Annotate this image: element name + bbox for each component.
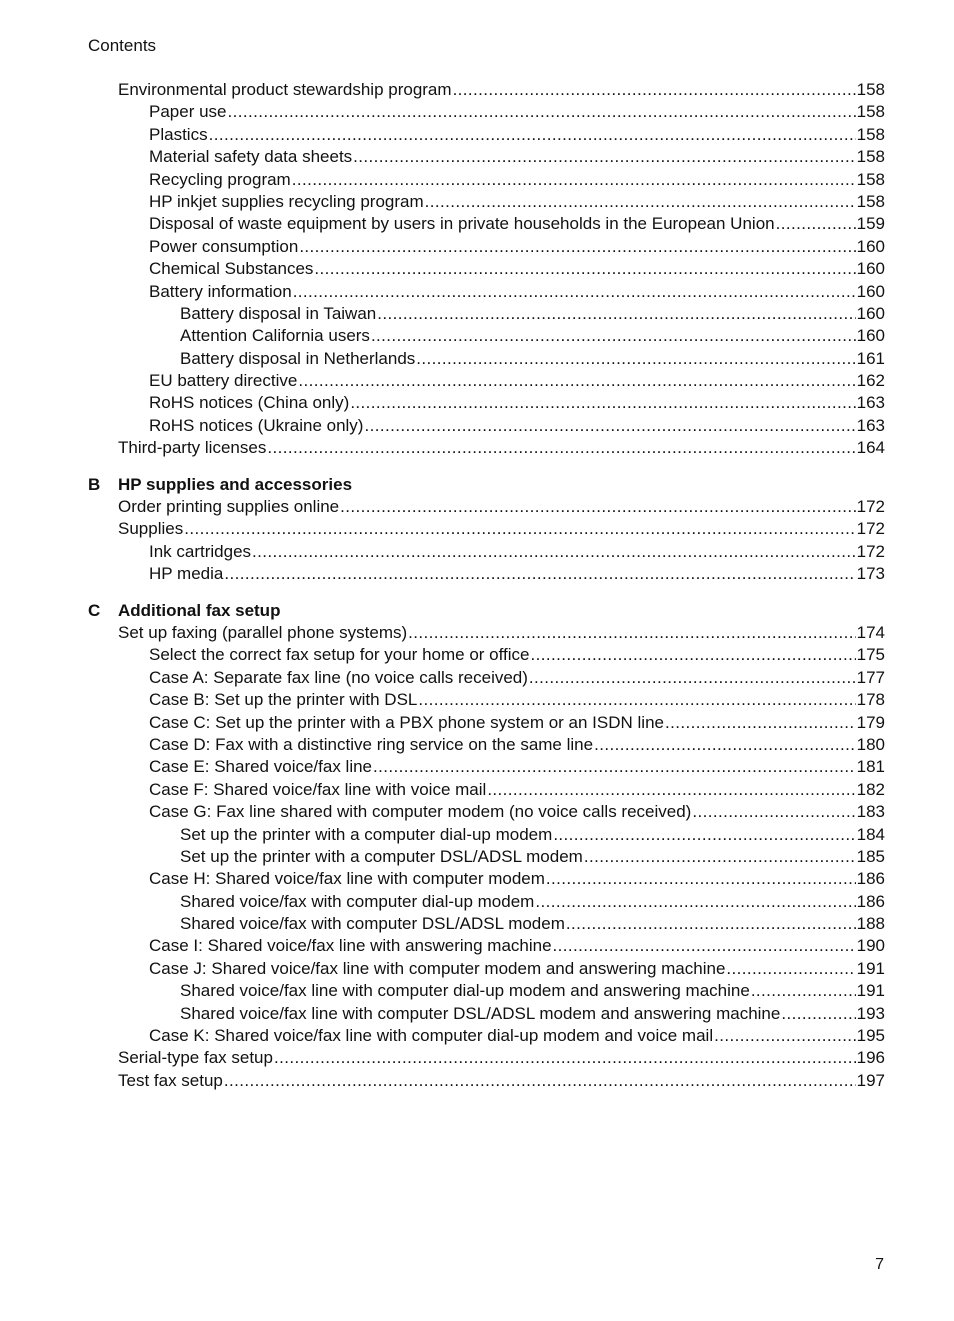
- toc-entry[interactable]: [88, 348, 885, 370]
- toc-entry[interactable]: [88, 980, 885, 1002]
- table-of-contents: [88, 79, 885, 1092]
- toc-entry[interactable]: [88, 518, 885, 540]
- toc-entry-page: 190: [856, 936, 885, 956]
- toc-entry-title: Paper use: [149, 102, 227, 122]
- toc-entry-page: 197: [856, 1070, 885, 1090]
- dot-leader: [776, 213, 856, 235]
- toc-entry-title: RoHS notices (China only): [149, 393, 350, 413]
- page-header-title: Contents: [88, 36, 157, 55]
- toc-entry[interactable]: [88, 392, 885, 414]
- toc-entry-page: 158: [856, 80, 885, 99]
- dot-leader: [364, 415, 855, 437]
- toc-entry[interactable]: [88, 1070, 885, 1092]
- dot-leader: [228, 101, 856, 123]
- toc-entry[interactable]: [88, 891, 885, 913]
- toc-entry-page: 158: [856, 191, 885, 211]
- toc-entry-page: 178: [856, 690, 885, 710]
- toc-entry-page: 163: [856, 415, 885, 435]
- toc-entry[interactable]: [88, 213, 885, 235]
- toc-entry-page: 184: [856, 824, 885, 844]
- toc-entry[interactable]: [88, 325, 885, 347]
- dot-leader: [726, 958, 855, 980]
- toc-entry-page: 193: [856, 1003, 885, 1023]
- toc-entry[interactable]: [88, 1047, 885, 1069]
- appendix-heading: [88, 600, 885, 622]
- dot-leader: [714, 1025, 856, 1047]
- toc-entry-page: 160: [856, 259, 885, 279]
- toc-entry-title: Serial-type fax setup: [118, 1048, 273, 1068]
- dot-leader: [209, 124, 856, 146]
- toc-entry-page: 162: [856, 371, 885, 391]
- dot-leader: [529, 667, 856, 689]
- toc-entry[interactable]: [88, 868, 885, 890]
- dot-leader: [553, 935, 856, 957]
- toc-entry[interactable]: [88, 1003, 885, 1025]
- toc-entry[interactable]: [88, 496, 885, 518]
- toc-entry-title: Case K: Shared voice/fax line with computer dial-up modem and voice mail: [149, 1026, 714, 1046]
- dot-leader: [584, 846, 856, 868]
- toc-entry-page: 185: [856, 846, 885, 866]
- toc-entry[interactable]: [88, 644, 885, 666]
- dot-leader: [425, 191, 856, 213]
- dot-leader: [184, 518, 855, 540]
- toc-entry[interactable]: [88, 258, 885, 280]
- dot-leader: [224, 563, 855, 585]
- toc-entry-page: 158: [856, 169, 885, 189]
- toc-entry-page: 164: [856, 438, 885, 458]
- toc-entry-page: 160: [856, 326, 885, 346]
- dot-leader: [553, 824, 855, 846]
- toc-entry-title: Battery disposal in Netherlands: [180, 348, 416, 368]
- toc-entry-page: 180: [856, 734, 885, 754]
- toc-entry-page: 183: [856, 802, 885, 822]
- toc-entry[interactable]: [88, 935, 885, 957]
- dot-leader: [299, 236, 855, 258]
- appendix-title: HP supplies and accessories: [118, 474, 353, 494]
- toc-entry-page: 195: [856, 1026, 885, 1046]
- toc-entry-title: Case E: Shared voice/fax line: [149, 757, 373, 777]
- toc-entry-page: 179: [856, 712, 885, 732]
- toc-entry-page: 196: [856, 1048, 885, 1068]
- dot-leader: [274, 1047, 856, 1069]
- toc-entry[interactable]: [88, 712, 885, 734]
- toc-entry-page: 158: [856, 102, 885, 122]
- toc-entry[interactable]: [88, 415, 885, 437]
- dot-leader: [350, 392, 855, 414]
- toc-entry[interactable]: [88, 958, 885, 980]
- toc-entry-title: Ink cartridges: [149, 541, 252, 561]
- toc-entry-title: Environmental product stewardship program: [118, 80, 452, 99]
- toc-entry[interactable]: [88, 824, 885, 846]
- toc-entry-title: Shared voice/fax with computer DSL/ADSL modem: [180, 914, 565, 934]
- toc-entry[interactable]: [88, 541, 885, 563]
- toc-entry-page: 158: [856, 147, 885, 167]
- toc-entry[interactable]: [88, 303, 885, 325]
- dot-leader: [314, 258, 855, 280]
- appendix-title: Additional fax setup: [118, 600, 281, 620]
- toc-entry-page: 172: [856, 497, 885, 517]
- toc-entry-title: Shared voice/fax line with computer DSL/ADSL modem and answering machine: [180, 1003, 781, 1023]
- toc-entry[interactable]: [88, 756, 885, 778]
- toc-entry-title: Material safety data sheets: [149, 147, 353, 167]
- toc-entry-page: 182: [856, 779, 885, 799]
- toc-entry-title: Set up faxing (parallel phone systems): [118, 622, 408, 642]
- toc-entry-title: RoHS notices (Ukraine only): [149, 415, 364, 435]
- page-number: 7: [875, 1256, 884, 1273]
- toc-entry[interactable]: [88, 437, 885, 459]
- toc-entry[interactable]: [88, 236, 885, 258]
- toc-entry-title: Select the correct fax setup for your home or office: [149, 645, 530, 665]
- toc-entry[interactable]: [88, 124, 885, 146]
- toc-entry-title: Test fax setup: [118, 1070, 223, 1090]
- toc-entry-title: Case D: Fax with a distinctive ring service on the same line: [149, 734, 594, 754]
- toc-entry-page: 177: [856, 667, 885, 687]
- toc-entry-title: Chemical Substances: [149, 259, 314, 279]
- toc-entry[interactable]: [88, 1025, 885, 1047]
- toc-entry-page: 161: [856, 348, 885, 368]
- dot-leader: [594, 734, 856, 756]
- dot-leader: [340, 496, 856, 518]
- toc-entry-page: 173: [856, 564, 885, 584]
- appendix-heading: [88, 474, 885, 496]
- dot-leader: [293, 281, 856, 303]
- dot-leader: [224, 1070, 856, 1092]
- toc-entry-title: Plastics: [149, 124, 208, 144]
- toc-entry-title: Case G: Fax line shared with computer modem (no voice calls received): [149, 802, 692, 822]
- appendix-letter: B: [88, 474, 101, 494]
- toc-entry-title: EU battery directive: [149, 371, 298, 391]
- dot-leader: [377, 303, 855, 325]
- toc-entry-page: 191: [856, 981, 885, 1001]
- dot-leader: [546, 868, 856, 890]
- toc-entry-page: 188: [856, 914, 885, 934]
- toc-entry-title: Supplies: [118, 519, 184, 539]
- dot-leader: [353, 146, 855, 168]
- toc-entry[interactable]: [88, 370, 885, 392]
- toc-entry[interactable]: [88, 846, 885, 868]
- dot-leader: [453, 79, 856, 101]
- dot-leader: [665, 712, 856, 734]
- toc-entry[interactable]: [88, 191, 885, 213]
- toc-entry-page: 160: [856, 281, 885, 301]
- toc-entry-page: 172: [856, 541, 885, 561]
- toc-entry-title: Shared voice/fax with computer dial-up modem: [180, 891, 535, 911]
- toc-entry-page: 163: [856, 393, 885, 413]
- toc-entry[interactable]: [88, 146, 885, 168]
- toc-entry-page: 174: [856, 622, 885, 642]
- dot-leader: [416, 348, 855, 370]
- toc-entry-title: Case C: Set up the printer with a PBX phone system or an ISDN line: [149, 712, 664, 732]
- toc-entry[interactable]: [88, 779, 885, 801]
- dot-leader: [566, 913, 856, 935]
- toc-entry[interactable]: [88, 667, 885, 689]
- toc-entry[interactable]: [88, 79, 885, 101]
- dot-leader: [535, 891, 855, 913]
- toc-entry[interactable]: [88, 101, 885, 123]
- toc-entry[interactable]: [88, 281, 885, 303]
- toc-entry-title: Case H: Shared voice/fax line with computer modem: [149, 869, 545, 889]
- dot-leader: [487, 779, 855, 801]
- toc-entry-title: Case B: Set up the printer with DSL: [149, 690, 418, 710]
- toc-entry-title: HP inkjet supplies recycling program: [149, 191, 424, 211]
- toc-entry-title: Set up the printer with a computer dial-up modem: [180, 824, 553, 844]
- toc-entry-title: Case A: Separate fax line (no voice calls received): [149, 667, 528, 687]
- dot-leader: [418, 689, 855, 711]
- toc-entry[interactable]: [88, 169, 885, 191]
- toc-entry-title: Order printing supplies online: [118, 497, 340, 517]
- toc-entry[interactable]: [88, 689, 885, 711]
- toc-entry-title: Set up the printer with a computer DSL/ADSL modem: [180, 846, 583, 866]
- toc-entry-page: 160: [856, 236, 885, 256]
- toc-entry[interactable]: [88, 801, 885, 823]
- toc-entry[interactable]: [88, 913, 885, 935]
- toc-entry-title: Battery information: [149, 281, 292, 301]
- toc-entry-page: 175: [856, 645, 885, 665]
- dot-leader: [373, 756, 856, 778]
- toc-entry-page: 158: [856, 124, 885, 144]
- toc-entry-page: 160: [856, 303, 885, 323]
- dot-leader: [371, 325, 856, 347]
- toc-entry-page: 172: [856, 519, 885, 539]
- dot-leader: [298, 370, 855, 392]
- dot-leader: [692, 801, 855, 823]
- toc-entry-title: Case F: Shared voice/fax line with voice mail: [149, 779, 487, 799]
- dot-leader: [252, 541, 856, 563]
- toc-entry-title: Case J: Shared voice/fax line with computer modem and answering machine: [149, 958, 726, 978]
- toc-entry-title: Shared voice/fax line with computer dial-up modem and answering machine: [180, 981, 750, 1001]
- appendix-letter: C: [88, 600, 101, 620]
- toc-entry-title: Attention California users: [180, 326, 370, 346]
- toc-entry[interactable]: [88, 622, 885, 644]
- dot-leader: [408, 622, 855, 644]
- toc-entry-page: 181: [856, 757, 885, 777]
- toc-entry-page: 159: [856, 214, 885, 234]
- toc-entry-title: Third-party licenses: [118, 438, 267, 458]
- toc-entry[interactable]: [88, 734, 885, 756]
- toc-entry-title: Recycling program: [149, 169, 291, 189]
- toc-entry-title: HP media: [149, 564, 224, 584]
- toc-entry-title: Battery disposal in Taiwan: [180, 303, 377, 323]
- dot-leader: [530, 644, 855, 666]
- toc-entry-title: Disposal of waste equipment by users in private households in the European Union: [149, 214, 775, 234]
- toc-entry-title: Case I: Shared voice/fax line with answering machine: [149, 936, 552, 956]
- toc-entry-page: 186: [856, 891, 885, 911]
- toc-entry-page: 186: [856, 869, 885, 889]
- dot-leader: [781, 1003, 855, 1025]
- dot-leader: [292, 169, 856, 191]
- toc-entry-title: Power consumption: [149, 236, 299, 256]
- toc-entry-page: 191: [856, 958, 885, 978]
- toc-entry[interactable]: [88, 563, 885, 585]
- dot-leader: [267, 437, 855, 459]
- dot-leader: [751, 980, 856, 1002]
